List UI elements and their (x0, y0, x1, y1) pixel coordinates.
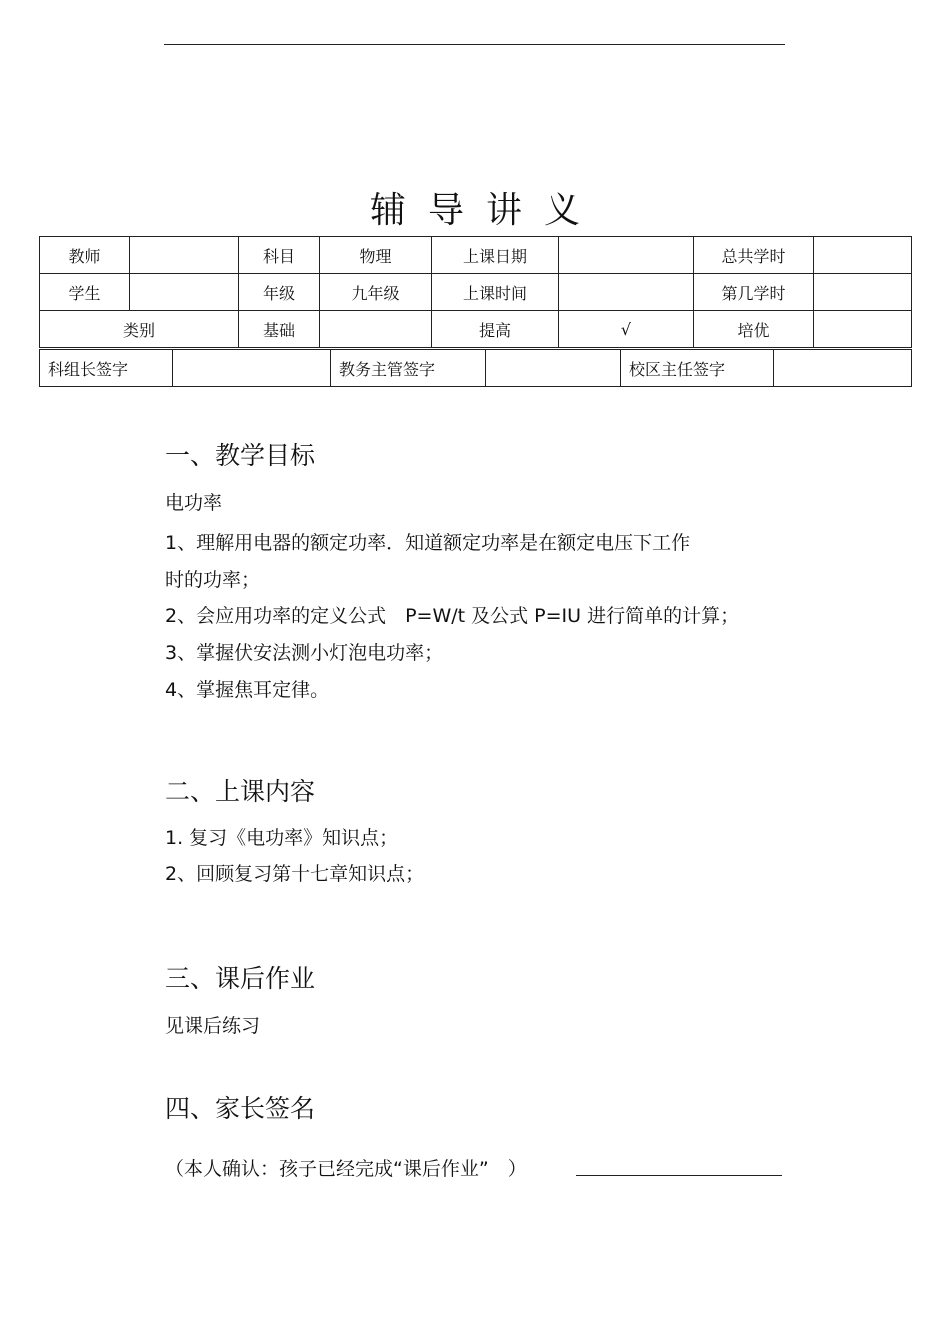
student-label: 学生 (40, 274, 130, 311)
parent-confirmation-text: （本人确认：孩子已经完成“课后作业” ） (165, 1158, 527, 1180)
content-line: 1. 复习《电功率》知识点； (165, 827, 399, 849)
basic-value (320, 311, 432, 348)
class-time-label: 上课时间 (432, 274, 559, 311)
improve-checkmark: √ (559, 311, 694, 348)
student-value (130, 274, 239, 311)
advanced-value (814, 311, 912, 348)
parent-signature-line (576, 1175, 782, 1176)
objective-line: 4、掌握焦耳定律。 (165, 679, 330, 701)
grade-value: 九年级 (320, 274, 432, 311)
objective-line: 3、掌握伏安法测小灯泡电功率； (165, 642, 444, 664)
section-heading-homework: 三、课后作业 (165, 964, 316, 993)
basic-label: 基础 (239, 311, 320, 348)
table-row (40, 350, 912, 387)
document-title: 辅导讲义 (369, 190, 602, 231)
group-leader-sign-label: 科组长签字 (40, 350, 173, 387)
table-row (40, 274, 912, 311)
class-time-value (559, 274, 694, 311)
advanced-label: 培优 (694, 311, 814, 348)
group-leader-sign-value (173, 350, 331, 387)
objective-line: 电功率 (165, 492, 223, 514)
grade-label: 年级 (239, 274, 320, 311)
content-line: 2、回顾复习第十七章知识点； (165, 863, 425, 885)
signature-table (39, 349, 912, 387)
objective-line: 时的功率； (165, 569, 261, 591)
header-rule (164, 44, 785, 45)
objective-line: 2、会应用功率的定义公式 P=W/t 及公式 P=IU 进行简单的计算； (165, 605, 740, 627)
improve-label: 提高 (432, 311, 559, 348)
class-date-value (559, 237, 694, 274)
campus-director-sign-label: 校区主任签字 (621, 350, 774, 387)
teacher-value (130, 237, 239, 274)
table-row (40, 311, 912, 348)
category-label: 类别 (40, 311, 239, 348)
section-heading-parent-signature: 四、家长签名 (165, 1094, 316, 1123)
subject-value: 物理 (320, 237, 432, 274)
info-table (39, 236, 912, 348)
subject-label: 科目 (239, 237, 320, 274)
academic-manager-sign-value (486, 350, 621, 387)
class-date-label: 上课日期 (432, 237, 559, 274)
session-number-value (814, 274, 912, 311)
objective-line: 1、理解用电器的额定功率．知道额定功率是在额定电压下工作 (165, 532, 691, 554)
section-heading-content: 二、上课内容 (165, 777, 316, 806)
total-hours-label: 总共学时 (694, 237, 814, 274)
homework-line: 见课后练习 (165, 1015, 261, 1037)
section-heading-objectives: 一、教学目标 (165, 441, 316, 470)
total-hours-value (814, 237, 912, 274)
teacher-label: 教师 (40, 237, 130, 274)
academic-manager-sign-label: 教务主管签字 (331, 350, 486, 387)
session-number-label: 第几学时 (694, 274, 814, 311)
campus-director-sign-value (774, 350, 912, 387)
table-row (40, 237, 912, 274)
